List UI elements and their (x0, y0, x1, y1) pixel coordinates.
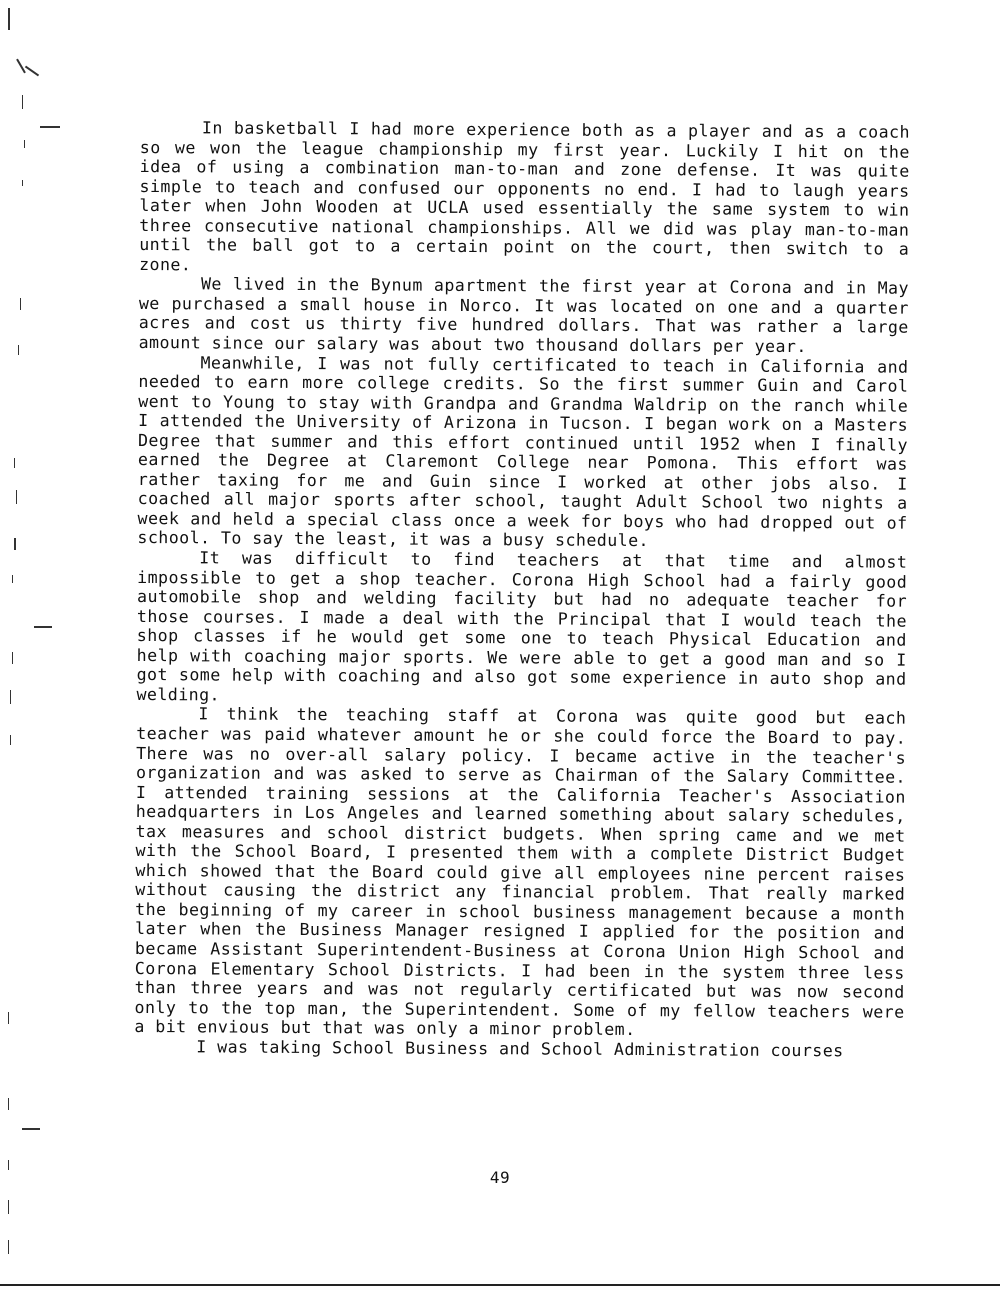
margin-mark (34, 626, 52, 628)
margin-mark (8, 1098, 9, 1110)
margin-mark (22, 180, 23, 186)
margin-mark (8, 8, 10, 30)
margin-mark (10, 735, 11, 745)
margin-mark (20, 298, 21, 310)
margin-mark (25, 66, 39, 77)
paragraph-4: It was difficult to find teachers at that time and almost impossible to get a shop teacher. Corona High School had a fairly good automobile shop and welding facility but had no adequate teacher for those courses. I made a deal with the Principal that I would teach the shop classes if he would get some one to teach Physical Education and help with coaching major sports. We were able to get a good man and so I got some help with coaching and also got some experience in auto shop and welding. (136, 548, 908, 705)
paragraph-3: Meanwhile, I was not fully certificated to teach in California and needed to earn more college credits. So the first summer Guin and Carol went to Young to stay with Grandpa and Grandma Waldrip on the ranch while I attended the University of Arizona in Tucson. I began work on a Masters Degree that summer and this effort continued until 1952 when I finally earned the Degree at Claremont College near Pomona. This effort was rather taxing for me and Guin since I worked at other jobs also. I coached all major sports after school, taught Adult School two nights a week and held a special class once a week for boys who had dropped out of school. To say the least, it was a busy schedule. (137, 352, 909, 551)
margin-mark (22, 1128, 40, 1130)
bottom-edge-line (0, 1284, 1000, 1286)
margin-mark (14, 458, 15, 468)
margin-mark (14, 538, 16, 550)
margin-mark (10, 690, 11, 704)
margin-mark (8, 1200, 9, 1214)
margin-mark (8, 1240, 9, 1254)
margin-mark (22, 95, 23, 109)
paragraph-6: I was taking School Business and School Administration courses (196, 1037, 844, 1061)
page-number: 49 (489, 1168, 511, 1187)
margin-mark (24, 140, 25, 148)
margin-mark (40, 126, 60, 128)
margin-mark (12, 652, 13, 664)
margin-mark (12, 575, 13, 583)
margin-mark (16, 490, 17, 504)
margin-mark (18, 345, 19, 355)
paragraph-2: We lived in the Bynum apartment the first year at Corona and in May we purchased a small house in Norco. It was located on one and a quarter acres and cost us thirty five hundred dollars. That was rather a large amount since our salary was about two thousand dollars per year. (138, 274, 910, 357)
paragraph-5: I think the teaching staff at Corona was quite good but each teacher was paid whatever amount he or she could force the Board to pay. There was no over-all salary policy. I became active in the teacher's organization and was asked to serve as Chairman of the Salary Committee. I attended training sessions at the California Teacher's Association headquarters in Los Angeles and learned something about salary schedules, tax measures and school district budgets. When spring came and we met with the School Board, I presented them with a complete District Budget which showed that the Board could give all employees nine percent raises without causing the district any financial problem. That really marked the beginning of my career in school business management because a month later when the Business Manager resigned I applied for the position and became Assistant Superintendent-Business at Corona Union High School and Corona Elementary School Districts. I had been in the system three less than three years and was not regularly certificated but was now second only to the top man, the Superintendent. Some of my fellow teachers were a bit envious but that was only a minor problem. (134, 704, 907, 1040)
body-text (134, 118, 910, 1061)
paragraph-1: In basketball I had more experience both as a player and as a coach so we won the league championship my first year. Luckily I hit on the idea of using a combination man-to-man and zone defense. It was quite simple to teach and confused our opponents no end. I had to laugh years later when John Wooden at UCLA used essentially the same system to win three consecutive national championships. All we did was play man-to-man until the ball got to a certain point on the court, then switch to a zone. (139, 118, 910, 275)
margin-mark (8, 1012, 9, 1024)
